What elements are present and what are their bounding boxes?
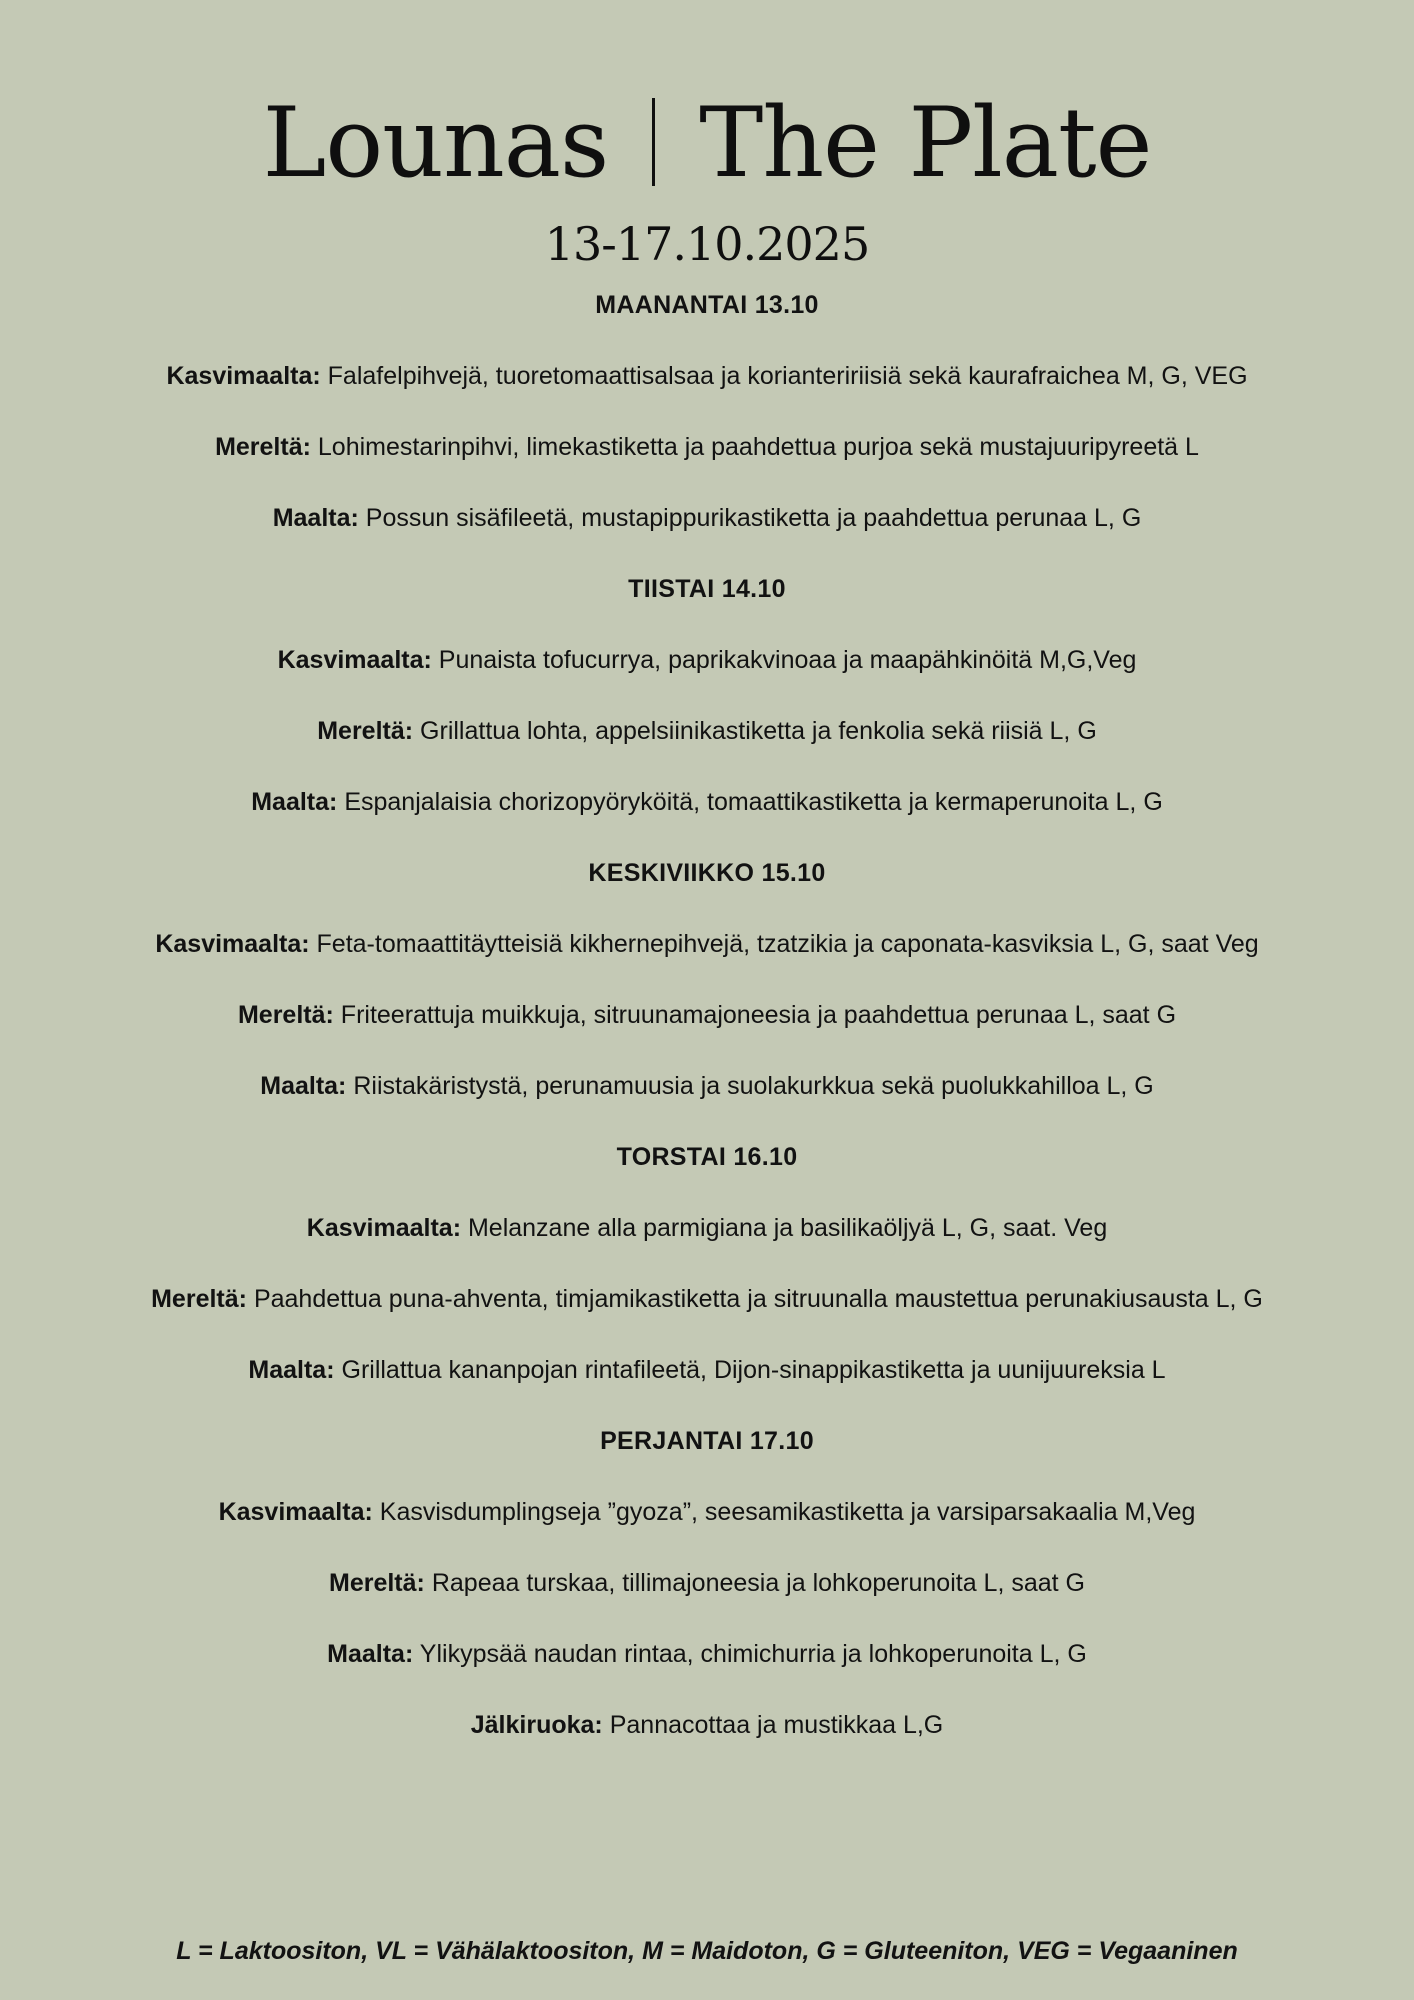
diet-legend: L = Laktoositon, VL = Vähälaktoositon, M = Maidoton, G = Gluteeniton, VEG = Vegaaninen [176,1937,1238,1965]
dish-category: Mereltä: [215,433,311,461]
dish-category: Kasvimaalta: [277,646,432,674]
dish-category: Mereltä: [237,1001,334,1029]
dish-category: Kasvimaalta: [306,1214,462,1242]
dish-friday-land [50,1636,1364,1672]
dish-friday-dessert [50,1707,1364,1743]
dish-description: Punaista tofucurrya, paprikakvinoaa ja maapähkinöitä M,G,Veg [438,646,1137,674]
dish-description: Rapeaa turskaa, tillimajoneesia ja lohkoperunoita L, saat G [431,1569,1085,1597]
dish-category: Jälkiruoka: [470,1711,603,1739]
dish-thursday-land [50,1352,1364,1388]
dish-category: Kasvimaalta: [155,930,310,958]
title-restaurant: The Plate [699,87,1152,199]
dish-friday-sea [50,1565,1364,1601]
dish-category: Maalta: [260,1072,347,1100]
day-heading-thursday: TORSTAI 16.10 [616,1143,798,1171]
dish-description: Kasvisdumplingseja ”gyoza”, seesamikastiketta ja varsiparsakaalia M,Veg [379,1498,1196,1526]
dish-wednesday-land [50,1068,1364,1104]
day-heading-tuesday: TIISTAI 14.10 [628,575,786,603]
dish-monday-land [50,500,1364,536]
dish-description: Friteerattuja muikkuja, sitruunamajoneesia ja paahdettua perunaa L, saat G [340,1001,1177,1029]
day-heading-monday: MAANANTAI 13.10 [595,291,819,319]
dish-monday-sea [50,429,1364,465]
title-lounas: Lounas [262,87,609,199]
dish-description: Grillattua kananpojan rintafileetä, Dijon-sinappikastiketta ja uunijuureksia L [341,1356,1166,1384]
dish-description: Riistakäristystä, perunamuusia ja suolakurkkua sekä puolukkahilloa L, G [353,1072,1154,1100]
dish-description: Ylikypsää naudan rintaa, chimichurria ja lohkoperunoita L, G [419,1640,1087,1668]
dish-category: Kasvimaalta: [166,362,321,390]
dish-description: Melanzane alla parmigiana ja basilikaöljyä L, G, saat. Veg [467,1214,1108,1242]
dish-wednesday-veg [50,926,1364,962]
dish-category: Maalta: [248,1356,335,1384]
dish-category: Mereltä: [317,717,414,745]
dish-tuesday-sea [50,713,1364,749]
dish-monday-veg [50,358,1364,394]
dish-thursday-veg [50,1210,1364,1246]
page-title [0,88,1414,198]
dish-category: Maalta: [272,504,359,532]
dish-friday-veg [50,1494,1364,1530]
dish-description: Possun sisäfileetä, mustapippurikastiketta ja paahdettua perunaa L, G [365,504,1142,532]
dish-description: Falafelpihvejä, tuoretomaattisalsaa ja korianteririisiä sekä kaurafraichea M, G, VEG [327,362,1248,390]
dish-category: Mereltä: [329,1569,425,1597]
dish-category: Maalta: [327,1640,414,1668]
dish-wednesday-sea [50,997,1364,1033]
dish-description: Feta-tomaattitäytteisiä kikhernepihvejä, tzatzikia ja caponata-kasviksia L, G, saat Veg [316,930,1259,958]
dish-category: Mereltä: [151,1285,247,1313]
dish-description: Pannacottaa ja mustikkaa L,G [609,1711,944,1739]
day-heading-friday: PERJANTAI 17.10 [600,1427,814,1455]
dish-description: Lohimestarinpihvi, limekastiketta ja paahdettua purjoa sekä mustajuuripyreetä L [317,433,1199,461]
dish-category: Kasvimaalta: [218,1498,373,1526]
dish-category: Maalta: [251,788,338,816]
day-heading-wednesday: KESKIVIIKKO 15.10 [588,859,826,887]
weekly-menu [50,287,1364,1778]
dish-thursday-sea [50,1281,1364,1317]
title-separator [652,98,655,186]
dish-tuesday-land [50,784,1364,820]
dish-tuesday-veg [50,642,1364,678]
week-dates: 13-17.10.2025 [544,217,870,271]
dish-description: Paahdettua puna-ahventa, timjamikastiketta ja sitruunalla maustettua perunakiusausta L, G [253,1285,1263,1313]
dish-description: Espanjalaisia chorizopyöryköitä, tomaattikastiketta ja kermaperunoita L, G [344,788,1163,816]
dish-description: Grillattua lohta, appelsiinikastiketta ja fenkolia sekä riisiä L, G [420,717,1097,745]
